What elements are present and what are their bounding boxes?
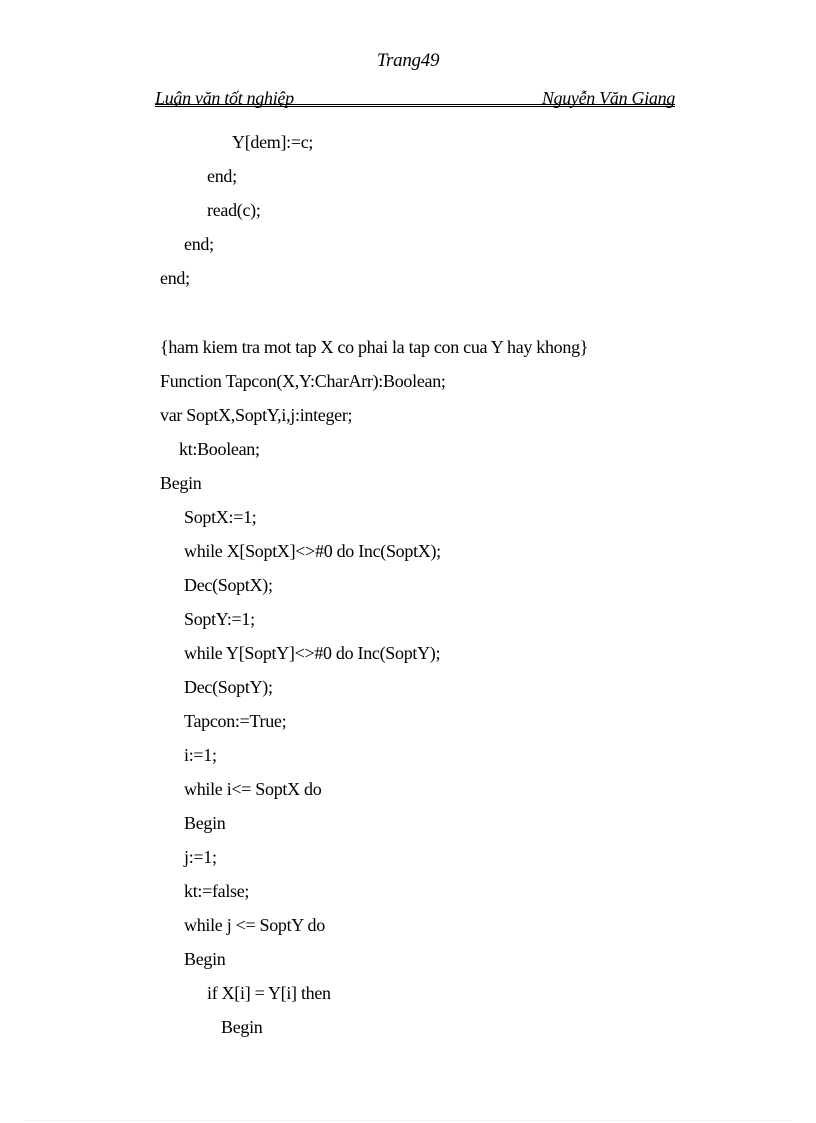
code-line: if X[i] = Y[i] then — [207, 983, 331, 1003]
header-author-name: Nguyễn Văn Giang — [541, 88, 675, 108]
code-line: Begin — [184, 813, 226, 833]
code-line: while j <= SoptY do — [184, 915, 325, 935]
page-number: Trang49 — [376, 50, 440, 71]
page-bottom-border — [25, 1120, 791, 1121]
code-line: kt:=false; — [184, 881, 250, 901]
code-line: kt:Boolean; — [179, 439, 260, 459]
code-line: Begin — [184, 949, 226, 969]
code-line: Tapcon:=True; — [184, 711, 287, 731]
code-comment: {ham kiem tra mot tap X co phai la tap con cua Y hay khong} — [160, 337, 589, 357]
code-line: var SoptX,SoptY,i,j:integer; — [160, 405, 353, 425]
code-line: Function Tapcon(X,Y:CharArr):Boolean; — [160, 371, 446, 391]
code-line: end; — [160, 268, 190, 288]
code-line: Begin — [221, 1017, 263, 1037]
header-thesis-title: Luận văn tốt nghiệp — [155, 88, 294, 108]
code-line: while X[SoptX]<>#0 do Inc(SoptX); — [184, 541, 441, 561]
code-line: Y[dem]:=c; — [232, 132, 314, 152]
code-line: i:=1; — [184, 745, 217, 765]
code-line: while i<= SoptX do — [184, 779, 322, 799]
code-line: while Y[SoptY]<>#0 do Inc(SoptY); — [184, 643, 441, 663]
code-line: read(c); — [207, 200, 261, 220]
code-line: end; — [207, 166, 237, 186]
code-line: SoptX:=1; — [184, 507, 257, 527]
code-line: Dec(SoptX); — [184, 575, 273, 595]
header-rule — [155, 104, 675, 107]
code-line: SoptY:=1; — [184, 609, 255, 629]
code-line: Dec(SoptY); — [184, 677, 273, 697]
code-line: j:=1; — [184, 847, 217, 867]
code-line: Begin — [160, 473, 202, 493]
code-line: end; — [184, 234, 214, 254]
